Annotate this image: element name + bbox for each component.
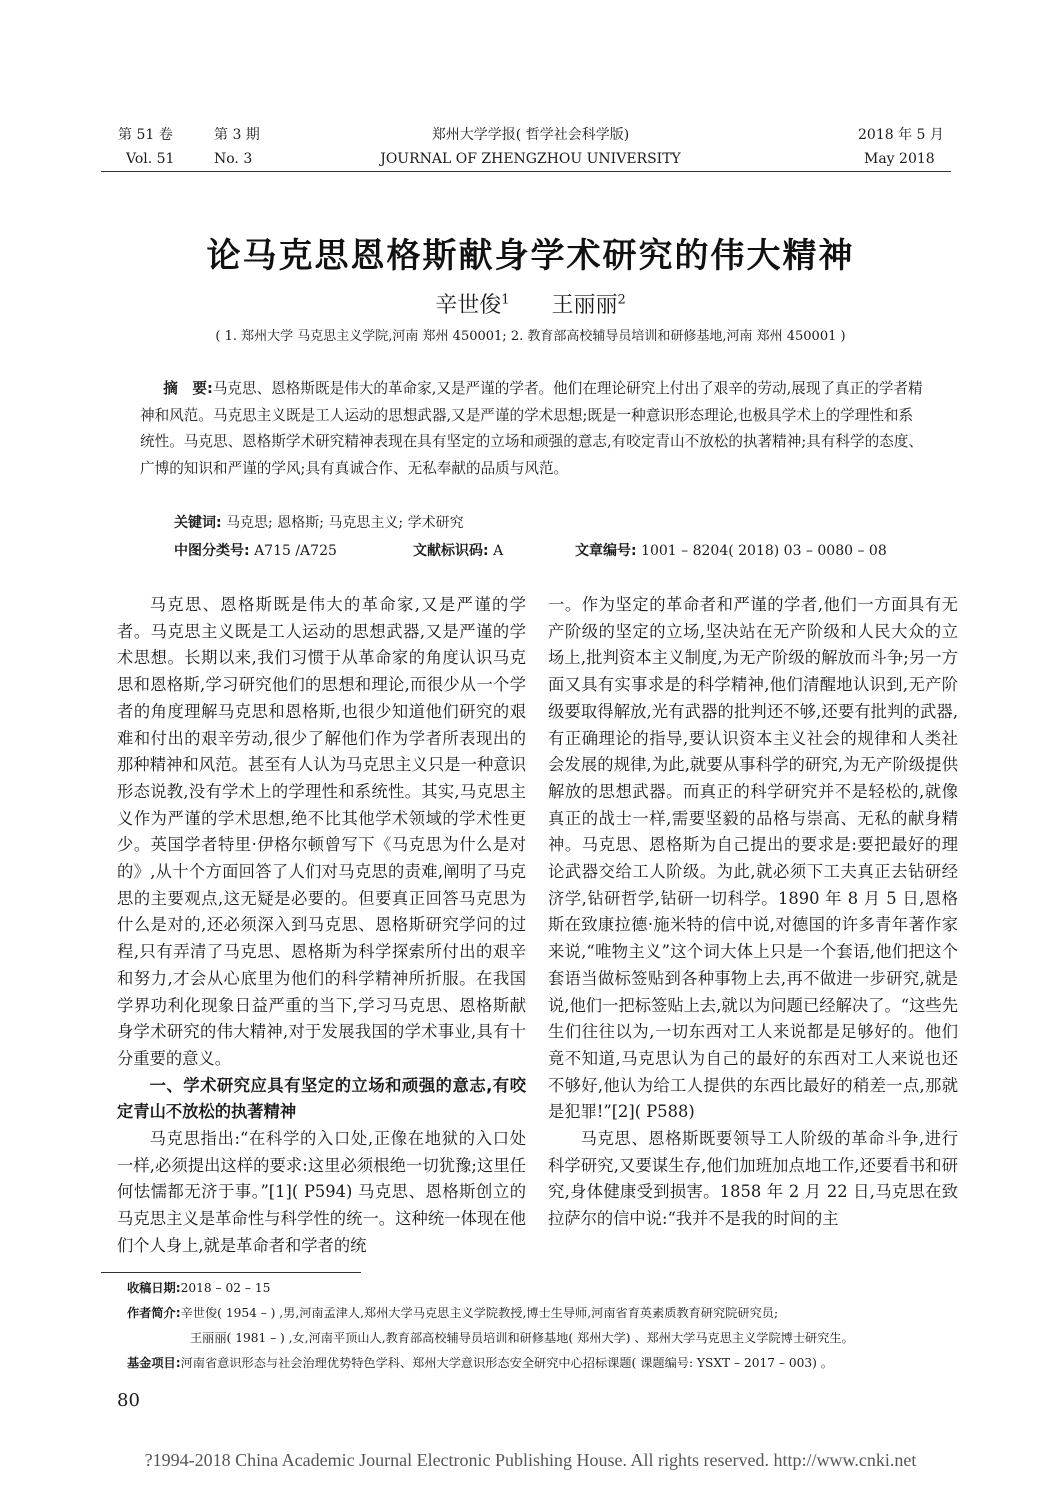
author-2: 王丽丽: [551, 293, 618, 318]
keywords: [174, 512, 464, 532]
date-cn: 2018 年 5 月: [858, 127, 944, 143]
date-en: May 2018: [864, 151, 935, 167]
author-1: 辛世俊: [435, 293, 502, 318]
document-code-label: 文献标识码:: [413, 543, 489, 559]
fund-text: 河南省意识形态与社会治理优势特色学科、郑州大学意识形态安全研究中心招标课题( 课题编号: YSXT – 2017 – 003) 。: [180, 1356, 833, 1370]
author-1-marker: 1: [501, 292, 510, 308]
clc-value: A715 /A725: [254, 543, 337, 559]
issue-en: No. 3: [214, 151, 253, 167]
body-paragraph: 一。作为坚定的革命者和严谨的学者,他们一方面具有无产阶级的坚定的立场,坚决站在无产阶级和人民大众的立场上,批判资本主义制度,为无产阶级的解放而斗争;另一方面又具有实事求是的科学精神,他们清醒地认识到,无产阶级要取得解放,光有武器的批判还不够,还要有批判的武器,有正确理论的指导,要认识资本主义社会的规律和人类社会发展的规律,为此,就要从事科学的研究,为无产阶级提供解放的思想武器。而真正的科学研究并不是轻松的,就像真正的战士一样,需要坚毅的品格与崇高、无私的献身精神。马克思、恩格斯为自己提出的要求是:要把最好的理论武器交给工人阶级。为此,就必须下工夫真正去钻研经济学,钻研哲学,钻研一切科学。1890 年 8 月 5 日,恩格斯在致康拉德·施米特的信中说,对德国的许多青年著作家来说,“唯物主义”这个词大体上只是一个套语,他们把这个套语当做标签贴到各种事物上去,再不做进一步研究,就是说,他们一把标签贴上去,就以为问题已经解决了。“这些先生们往往以为,一切东西对工人来说都是足够好的。他们竟不知道,马克思认为自己的最好的东西对工人来说也还不够好,他认为给工人提供的东西比最好的稍差一点,那就是犯罪!”[2]( P588): [548, 595, 958, 1122]
abstract-label: 摘 要:: [163, 380, 213, 397]
document-code: [413, 540, 503, 560]
section-heading: 一、学术研究应具有坚定的立场和顽强的意志,有咬定青山不放松的执著精神: [117, 1075, 526, 1122]
document-code-value: A: [493, 543, 504, 559]
affiliation: ( 1. 郑州大学 马克思主义学院,河南 郑州 450001; 2. 教育部高校辅导员培训和研修基地,河南 郑州 450001 ): [215, 329, 846, 344]
journal-name-en: JOURNAL OF ZHENGZHOU UNIVERSITY: [380, 151, 681, 167]
article-title: 论马克思恩格斯献身学术研究的伟大精神: [206, 236, 855, 276]
abstract-text: 马克思、恩格斯既是伟大的革命家,又是严谨的学者。他们在理论研究上付出了艰辛的劳动,展现了真正的学者精神和风范。马克思主义既是工人运动的思想武器,又是严谨的学术思想;既是一种意识形态理论,也极具学术上的学理性和系统性。马克思、恩格斯学术研究精神表现在具有坚定的立场和顽强的意志,有咬定青山不放松的执著精神;具有科学的态度、广博的知识和严谨的学风;具有真诚合作、无私奉献的品质与风范。: [140, 380, 924, 477]
header-divider: [101, 171, 951, 172]
clc-number: [174, 540, 337, 560]
authors: [0, 288, 1061, 319]
journal-name-cn: 郑州大学学报( 哲学社会科学版): [431, 127, 630, 143]
body-paragraph: 马克思、恩格斯既要领导工人阶级的革命斗争,进行科学研究,又要谋生存,他们加班加点地工作,还要看书和研究,身体健康受到损害。1858 年 2 月 22 日,马克思在致拉萨尔的信中说:“我并不是我的时间的主: [548, 1129, 958, 1229]
author-bio-1: 辛世俊( 1954 – ) ,男,河南孟津人,郑州大学马克思主义学院教授,博士生导师,河南省育英素质教育研究院研究员;: [180, 1306, 779, 1320]
author-2-marker: 2: [617, 292, 626, 308]
left-column: [117, 592, 526, 1260]
keywords-label: 关键词:: [174, 515, 222, 531]
article-number: [575, 540, 887, 560]
author-bio-2: 王丽丽( 1981 – ) ,女,河南平顶山人,教育部高校辅导员培训和研修基地( 郑州大学) 、郑州大学马克思主义学院博士研究生。: [190, 1331, 854, 1345]
received-value: 2018 – 02 – 15: [180, 1281, 271, 1295]
article-number-value: 1001 – 8204( 2018) 03 – 0080 – 08: [641, 543, 887, 559]
volume-en: Vol. 51: [126, 151, 175, 167]
received-label: 收稿日期:: [127, 1281, 181, 1295]
keywords-text: 马克思; 恩格斯; 马克思主义; 学术研究: [226, 515, 464, 531]
body-paragraph: 马克思、恩格斯既是伟大的革命家,又是严谨的学者。马克思主义既是工人运动的思想武器,又是严谨的学术思想。长期以来,我们习惯于从革命家的角度认识马克思和恩格斯,学习研究他们的思想和理论,而很少从一个学者的角度理解马克思和恩格斯,也很少知道他们研究的艰难和付出的艰辛劳动,很少了解他们作为学者所表现出的那种精神和风范。甚至有人认为马克思主义只是一种意识形态说教,没有学术上的学理性和系统性。其实,马克思主义作为严谨的学术思想,绝不比其他学术领域的学术性更少。英国学者特里·伊格尔顿曾写下《马克思为什么是对的》,从十个方面回答了人们对马克思的责难,阐明了马克思的主要观点,这无疑是必要的。但要真正回答马克思为什么是对的,还必须深入到马克思、恩格斯研究学问的过程,只有弄清了马克思、恩格斯为科学探索所付出的艰辛和努力,才会从心底里为他们的科学精神所折服。在我国学界功利化现象日益严重的当下,学习马克思、恩格斯献身学术研究的伟大精神,对于发展我国的学术事业,具有十分重要的意义。: [117, 595, 526, 1068]
body-paragraph: 马克思指出:“在科学的入口处,正像在地狱的入口处一样,必须提出这样的要求:这里必须根绝一切犹豫;这里任何怯懦都无济于事。”[1]( P594) 马克思、恩格斯创立的马克思主义是革命性与科学性的统一。这种统一体现在他们个人身上,就是革命者和学者的统: [117, 1129, 526, 1255]
right-column: [548, 592, 958, 1233]
copyright-notice: ?1994-2018 China Academic Journal Electronic Publishing House. All rights reserved. http://www.cnki.net: [144, 1450, 917, 1470]
author-bio: [127, 1301, 778, 1326]
footnote-divider: [101, 1272, 361, 1273]
page-number: 80: [117, 1390, 140, 1411]
fund-label: 基金项目:: [127, 1356, 181, 1370]
article-number-label: 文章编号:: [575, 543, 637, 559]
author-bio-label: 作者简介:: [127, 1306, 181, 1320]
issue-cn: 第 3 期: [214, 127, 260, 143]
volume-cn: 第 51 卷: [118, 127, 173, 143]
clc-label: 中图分类号:: [174, 543, 250, 559]
abstract: [140, 376, 925, 482]
received-date: [127, 1276, 270, 1301]
fund-project: [127, 1351, 833, 1376]
